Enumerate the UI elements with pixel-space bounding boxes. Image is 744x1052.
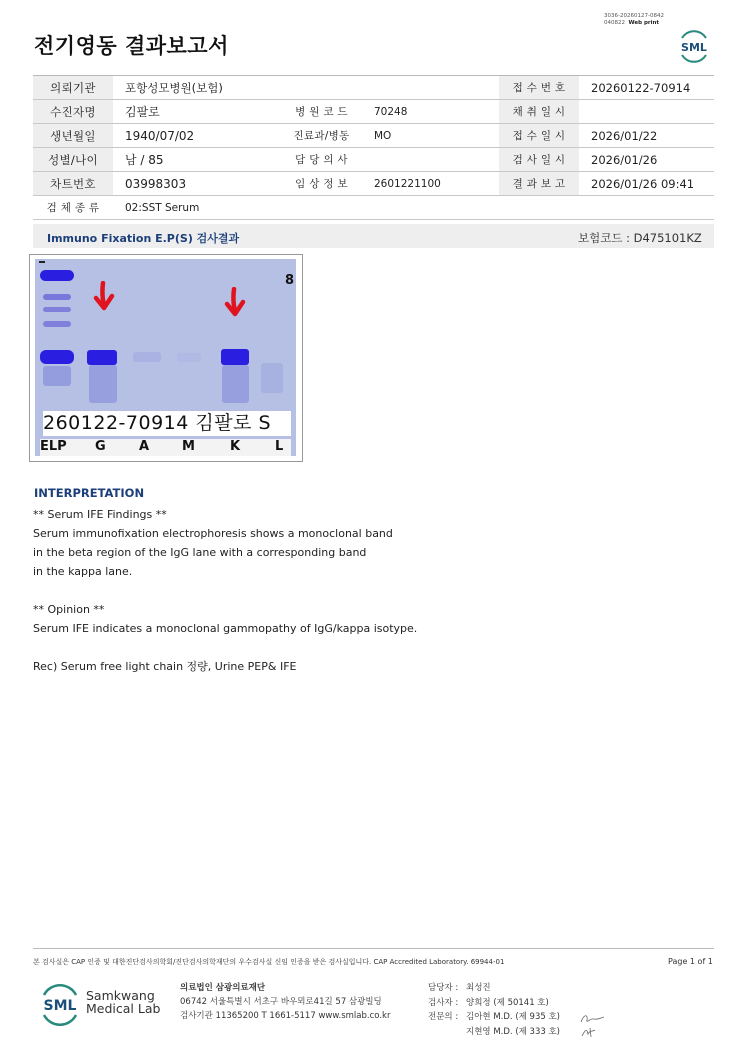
cell-label: 검 사 일 시: [499, 148, 579, 172]
interpretation-line: in the kappa lane.: [33, 565, 133, 578]
interpretation-line: [33, 581, 417, 600]
cell-label: 담 당 의 사: [281, 148, 362, 172]
staff-role: 전문의 :: [428, 1012, 459, 1022]
cell-label: 임 상 정 보: [281, 172, 362, 196]
cell-value: 70248: [362, 100, 499, 124]
igm-band: [177, 353, 201, 362]
elp-band-alpha2: [43, 307, 71, 312]
logo-text: SML: [681, 41, 707, 54]
cell-value: 2026/01/22: [579, 124, 714, 148]
cell-label: 성별/나이: [33, 148, 113, 172]
cell-label: 채 취 일 시: [499, 100, 579, 124]
staff-name: 양희정 (제 50141 호): [466, 997, 549, 1008]
gel-marker: [39, 261, 45, 263]
cell-value: [362, 148, 499, 172]
lane-label: A: [139, 439, 150, 454]
igg-smear: [89, 365, 117, 403]
cell-label: 접 수 번 호: [499, 76, 579, 100]
cell-label: 검 체 종 류: [33, 196, 113, 220]
kappa-smear: [222, 365, 249, 403]
contact: 검사기관 11365200 T 1661-5117 www.smlab.co.kr: [180, 1011, 391, 1021]
print-code: [604, 13, 664, 27]
table-row: [33, 124, 714, 148]
staff-name: 김아현 M.D. (제 935 호): [466, 1012, 561, 1022]
arrow-down-icon: [93, 281, 117, 315]
lab-address-block: [180, 981, 390, 1023]
cell-label: 생년월일: [33, 124, 113, 148]
lane-label: L: [275, 439, 284, 454]
sml-logo-icon: [676, 28, 712, 64]
patient-info-table: [33, 75, 714, 220]
brand-line: Samkwang: [86, 988, 155, 1003]
cell-label: 의뢰기관: [33, 76, 113, 100]
lane-label: K: [230, 439, 241, 454]
interpretation-line: [33, 638, 417, 657]
interpretation-line: in the beta region of the IgG lane with a corresponding band: [33, 546, 367, 559]
lane-label: ELP: [40, 439, 67, 454]
cell-value: 포항성모병원(보험): [113, 76, 499, 100]
print-code-line1: 3036-20260127-0842: [604, 13, 664, 19]
ife-gel-image: [29, 254, 303, 462]
igg-band: [87, 350, 117, 365]
cell-value: 2601221100: [362, 172, 499, 196]
cell-label: 진료과/병동: [281, 124, 362, 148]
cell-value: 남 / 85: [113, 148, 281, 172]
table-row: [33, 196, 714, 220]
table-row: [33, 76, 714, 100]
cell-value: 김팔로: [113, 100, 281, 124]
cell-value: MO: [362, 124, 499, 148]
footer-divider: [33, 948, 714, 949]
brand-name: [86, 989, 160, 1015]
table-row: [33, 148, 714, 172]
lane-label: G: [95, 439, 106, 454]
interpretation-line: Serum immunofixation electrophoresis shows a monoclonal band: [33, 527, 393, 540]
gel-corner-number: 8: [285, 273, 295, 288]
kappa-band: [221, 349, 249, 365]
table-row: [33, 172, 714, 196]
interpretation-line: ** Opinion **: [33, 603, 105, 616]
web-print-label: Web print: [628, 20, 660, 26]
cell-value: 03998303: [113, 172, 281, 196]
elp-band-gamma: [43, 366, 71, 386]
interpretation-heading: INTERPRETATION: [34, 486, 145, 500]
cell-label: 접 수 일 시: [499, 124, 579, 148]
address: 06742 서울특별시 서초구 바우뫼로41길 57 삼광빌딩: [180, 997, 382, 1007]
cell-value: 02:SST Serum: [113, 196, 714, 220]
cell-label: 병 원 코 드: [281, 100, 362, 124]
gel-background: [35, 259, 296, 456]
interpretation-line: ** Serum IFE Findings **: [33, 508, 167, 521]
elp-band-alpha: [43, 294, 71, 300]
staff-block: [428, 981, 560, 1039]
interpretation-text: [33, 505, 417, 676]
report-title: 전기영동 결과보고서: [34, 34, 229, 58]
staff-role: 담당자 :: [428, 983, 459, 993]
brand-line: Medical Lab: [86, 1001, 161, 1016]
arrow-down-icon: [224, 287, 248, 321]
staff-role: 검사자 :: [428, 997, 459, 1008]
page-number: Page 1 of 1: [668, 957, 713, 966]
lambda-band: [261, 363, 283, 393]
iga-band: [133, 352, 161, 362]
cap-accreditation-text: 본 검사실은 CAP 인증 및 대한진단검사의학회/진단검사의학재단의 우수검사실 신임 인증을 받은 검사실입니다. CAP Accredited Laboratory. 69944-01: [33, 958, 505, 966]
cell-value: 2026/01/26: [579, 148, 714, 172]
table-row: [33, 100, 714, 124]
insurance-code: 보험코드 : D475101KZ: [578, 231, 702, 245]
gel-lane-labels: [40, 439, 291, 456]
staff-name: 최성진: [466, 983, 491, 993]
cell-value: 2026/01/26 09:41: [579, 172, 714, 196]
cell-value: [579, 100, 714, 124]
interpretation-line: Rec) Serum free light chain 정량, Urine PEP& IFE: [33, 660, 297, 673]
sml-logo-icon: [38, 982, 82, 1026]
cell-label: 수진자명: [33, 100, 113, 124]
gel-sample-label: 260122-70914 김팔로 S: [43, 411, 291, 436]
cell-value: 1940/07/02: [113, 124, 281, 148]
org-name: 의료법인 삼광의료재단: [180, 983, 266, 993]
interpretation-line: Serum IFE indicates a monoclonal gammopathy of IgG/kappa isotype.: [33, 622, 418, 635]
signature-image: [578, 1010, 608, 1040]
cell-label: 차트번호: [33, 172, 113, 196]
cell-label: 결 과 보 고: [499, 172, 579, 196]
lane-label: M: [182, 439, 195, 454]
print-code-line2: 040822: [604, 20, 625, 26]
logo-text: SML: [43, 998, 77, 1014]
elp-band-beta: [43, 321, 71, 327]
result-section-title: Immuno Fixation E.P(S) 검사결과: [47, 232, 240, 245]
elp-band-albumin: [40, 270, 74, 281]
elp-band-mspike: [40, 350, 74, 364]
staff-name: 지현영 M.D. (제 333 호): [466, 1026, 561, 1037]
cell-value: 20260122-70914: [579, 76, 714, 100]
